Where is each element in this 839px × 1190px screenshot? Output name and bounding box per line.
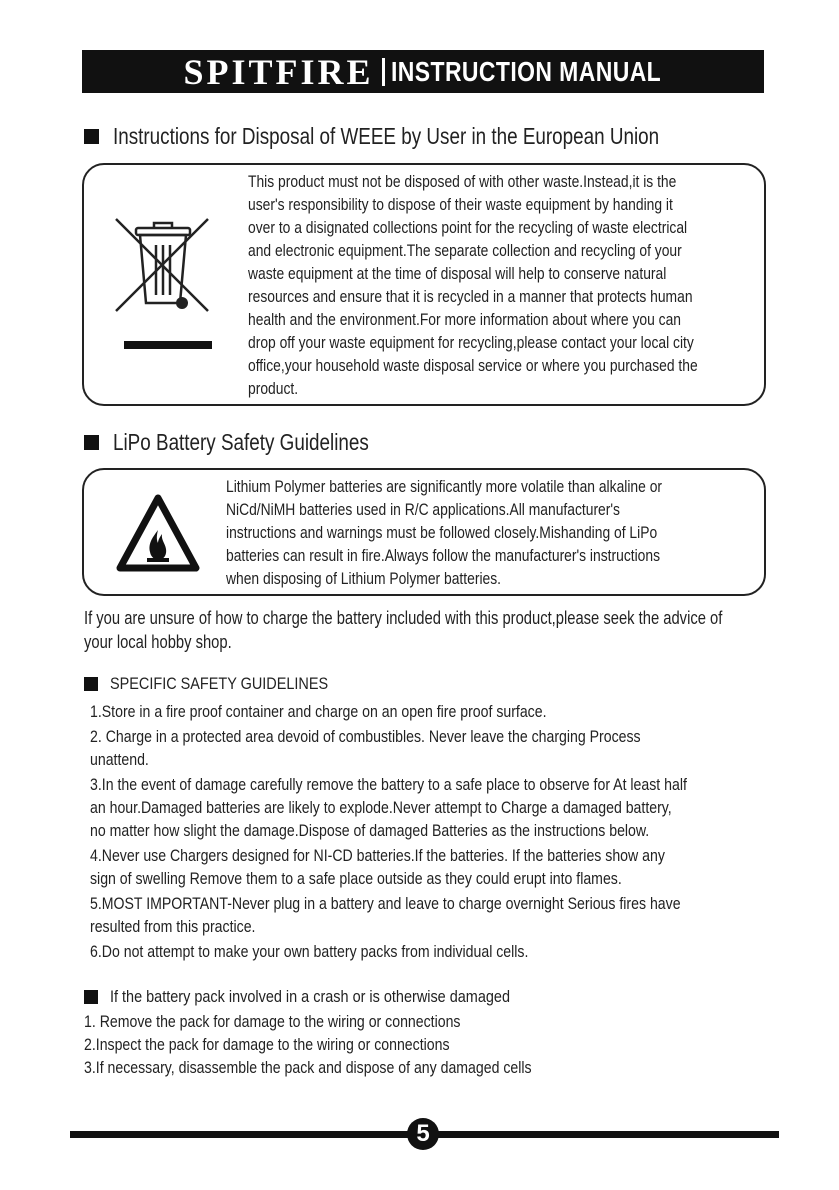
weee-line: over to a disignated collections point for the recycling of waste electrical (248, 219, 688, 237)
list-item: 3.If necessary, disassemble the pack and dispose of any damaged cells (84, 1058, 532, 1077)
lipo-heading (84, 429, 425, 456)
title-separator (382, 58, 385, 86)
crash-heading (84, 987, 581, 1007)
bullet-square-icon (84, 435, 99, 450)
list-item: sign of swelling Remove them to a safe place outside as they could erupt into flames. (90, 869, 622, 888)
lipo-box (82, 468, 766, 596)
specific-guidelines-list (90, 700, 809, 963)
lipo-line: batteries can result in fire.Always follow the manufacturer's instructions (226, 547, 661, 565)
weee-line: resources and ensure that it is recycled in a manner that protects human (248, 288, 693, 306)
brand-title: SPITFIRE (183, 51, 374, 92)
weee-line: drop off your waste equipment for recycling,please contact your local city (248, 334, 694, 352)
fire-warning-icon (116, 494, 200, 572)
specific-heading (84, 674, 367, 694)
weee-line: waste equipment at the time of disposal will help to conserve natural (248, 265, 667, 283)
list-item: 1. Remove the pack for damage to the wiring or connections (84, 1012, 461, 1031)
list-item: 2. Charge in a protected area devoid of combustibles. Never leave the charging Process (90, 727, 641, 746)
lipo-line: Lithium Polymer batteries are significantly more volatile than alkaline or (226, 478, 663, 496)
advice-line: your local hobby shop. (84, 632, 232, 652)
list-item: no matter how slight the damage.Dispose of damaged Batteries as the instructions below. (90, 821, 650, 840)
list-item: 1.Store in a fire proof container and charge on an open fire proof surface. (90, 702, 547, 721)
list-item: an hour.Damaged batteries are likely to explode.Never attempt to Charge a damaged battery, (90, 798, 672, 817)
crash-steps-list (84, 1010, 623, 1079)
weee-line: office,your household waste disposal service or where you purchased the (248, 357, 698, 375)
specific-heading-text: SPECIFIC SAFETY GUIDELINES (110, 674, 329, 693)
list-item: unattend. (90, 750, 149, 769)
weee-line: and electronic equipment.The separate collection and recycling of your (248, 242, 682, 260)
weee-line: This product must not be disposed of with other waste.Instead,it is the (248, 173, 677, 191)
footer-rule-left (70, 1131, 410, 1138)
list-item: 3.In the event of damage carefully remove the battery to a safe place to observe for At least half (90, 775, 687, 794)
bullet-square-icon (84, 677, 98, 691)
advice-line: If you are unsure of how to charge the battery included with this product,please seek the advice of (84, 608, 723, 628)
list-item: 2.Inspect the pack for damage to the wiring or connections (84, 1035, 450, 1054)
footer-rule-right (436, 1131, 779, 1138)
lipo-line: NiCd/NiMH batteries used in R/C applications.All manufacturer's (226, 501, 620, 519)
list-item: 4.Never use Chargers designed for NI-CD batteries.If the batteries. If the batteries show any (90, 846, 665, 865)
crossed-out-wheelie-bin-icon (110, 211, 216, 351)
bullet-square-icon (84, 129, 99, 144)
weee-box (82, 163, 766, 406)
lipo-heading-text: LiPo Battery Safety Guidelines (113, 429, 369, 455)
weee-line: user's responsibility to dispose of their waste equipment by handing it (248, 196, 673, 214)
manual-subtitle: INSTRUCTION MANUAL (390, 55, 661, 87)
list-item: 5.MOST IMPORTANT-Never plug in a battery and leave to charge overnight Serious fires have (90, 894, 681, 913)
list-item: resulted from this practice. (90, 917, 256, 936)
page-number: 5 (407, 1118, 439, 1150)
weee-line: health and the environment.For more information about where you can (248, 311, 681, 329)
bullet-square-icon (84, 990, 98, 1004)
list-item: 6.Do not attempt to make your own battery packs from individual cells. (90, 942, 529, 961)
weee-line: product. (248, 380, 299, 398)
header-banner (82, 50, 764, 93)
weee-heading (84, 123, 779, 150)
advice-paragraph (84, 606, 773, 654)
lipo-line: when disposing of Lithium Polymer batteries. (226, 570, 502, 588)
weee-heading-text: Instructions for Disposal of WEEE by User in the European Union (113, 123, 660, 149)
crash-heading-text: If the battery pack involved in a crash or is otherwise damaged (110, 987, 511, 1006)
lipo-line: instructions and warnings must be followed closely.Mishanding of LiPo (226, 524, 658, 542)
